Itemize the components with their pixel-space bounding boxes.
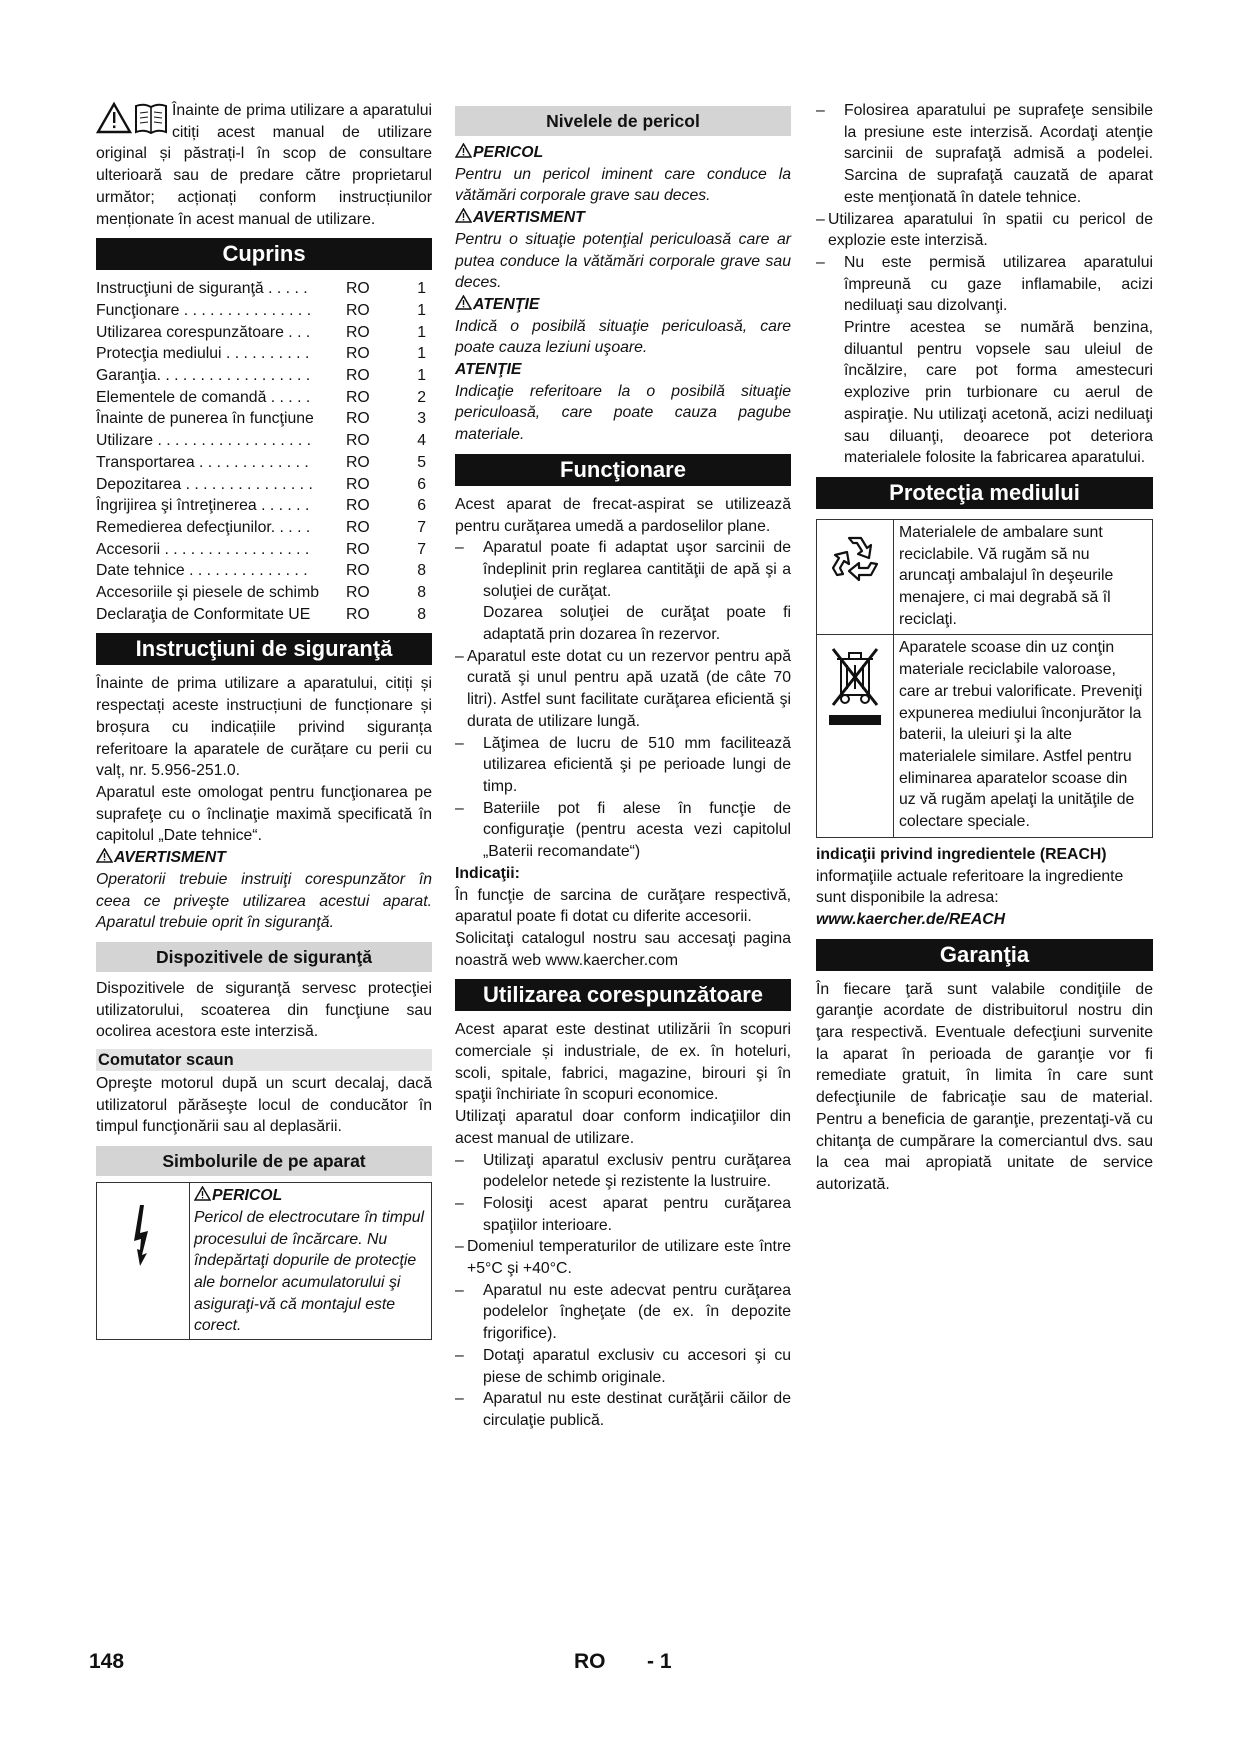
pericol-label-row [194, 1185, 427, 1207]
list-item: – Aparatul nu este destinat curăţării căilor de circulaţie publică. [455, 1388, 791, 1431]
toc-title: Transportarea . . . . . . . . . . . . . [96, 453, 309, 471]
recycle-text-cell [894, 520, 1152, 635]
function-intro: Acest aparat de frecat-aspirat se utilizează pentru curăţarea umedă a pardoselilor plane. [455, 495, 791, 535]
symbols-heading: Simbolurile de pe aparat [96, 1146, 432, 1176]
toc-row[interactable] [96, 604, 432, 626]
toc-row[interactable] [96, 452, 432, 474]
toc-title: Utilizarea corespunzătoare . . . [96, 323, 311, 341]
toc-page: 6 [417, 475, 426, 493]
list-item: – Nu este permisă utilizarea aparatului împreună cu gaze inflamabile, acizi nediluaţi sau dizolvanţi. Printre acestea se numără benzina, diluantul pentru vopsele sau uleiul de încălzire, care pot forma amestecuri explozive prin turbionare cu aerul de aspiraţie. Nu utilizaţi acetonă, acizi nediluaţi sau diluanţi, deoarece pot deteriora materialele folosite la fabricarea aparatului. [816, 252, 1153, 469]
column-1 [96, 100, 432, 1340]
toc-page: 1 [417, 367, 426, 385]
avertisment-label-row [455, 207, 791, 229]
usage-paragraph-2: Utilizaţi aparatul doar conform indicaţiilor din acest manual de utilizare. [455, 1108, 791, 1147]
lightning-bolt-icon [130, 1203, 156, 1267]
toc-row[interactable] [96, 539, 432, 561]
atentie2-label: ATENŢIE [455, 361, 522, 379]
toc-row[interactable] [96, 517, 432, 539]
list-item: – Bateriile pot fi alese în funcţie de configuraţie (pentru acesta vezi capitolul „Baterii recomandate“) [455, 798, 791, 863]
toc-page: 2 [417, 388, 426, 406]
list-item: – Folosiţi acest aparat pentru curăţarea spaţiilor interioare. [455, 1193, 791, 1236]
warning-triangle-icon [455, 295, 472, 310]
pericol-text: Pentru un pericol iminent care conduce la vătămări corporale grave sau deces. [455, 165, 791, 205]
atentie-text: Indică o posibilă situaţie periculoasă, care poate cauza leziuni uşoare. [455, 317, 791, 357]
environment-table [816, 519, 1153, 838]
toc-lang: RO [346, 540, 370, 558]
notes-paragraph-2: Solicitaţi catalogul nostru sau accesaţi pagina noastră web www.kaercher.com [455, 929, 791, 969]
list-item: – Folosirea aparatului pe suprafeţe sensibile la presiune este interzisă. Acordaţi atenţie sarcinii de suprafaţă admisă a podelei. Sarcina de suprafaţă cauzată de aparat este menţionată în datele tehnice. [816, 100, 1153, 209]
toc-row[interactable] [96, 474, 432, 496]
table-of-contents [96, 278, 432, 625]
avertisment-text: Pentru o situaţie potenţial periculoasă care ar putea conduce la vătămări corporale grave sau deces. [455, 230, 791, 292]
toc-page: 5 [417, 453, 426, 471]
toc-row[interactable] [96, 560, 432, 582]
warranty-heading: Garanţia [816, 939, 1153, 971]
usage-list [455, 1150, 791, 1432]
hazard-heading: Nivelele de pericol [455, 106, 791, 136]
notes-label: Indicaţii: [455, 864, 520, 882]
recycle-icon [825, 528, 885, 588]
toc-title: Protecţia mediului . . . . . . . . . . [96, 345, 310, 363]
function-item1-extra: Dozarea soluţiei de curăţat poate fi adaptată prin dozarea în rezervor. [483, 604, 791, 644]
column-2 [455, 100, 791, 1432]
toc-row[interactable] [96, 278, 432, 300]
toc-title: Declaraţia de Conformitate UE [96, 605, 311, 623]
toc-row[interactable] [96, 343, 432, 365]
list-item: – Aparatul poate fi adaptat uşor sarcinii de îndeplinit prin reglarea cantităţii de apă şi a soluţiei de curăţat. Dozarea soluţiei de curăţat poate fi adaptată prin dozarea în rezervor. [455, 537, 791, 646]
list-item: – Dotaţi aparatul exclusiv cu accesori şi cu piese de schimb originale. [455, 1345, 791, 1388]
seat-switch-heading: Comutator scaun [96, 1049, 432, 1071]
toc-title: Elementele de comandă . . . . . [96, 388, 311, 406]
toc-row[interactable] [96, 582, 432, 604]
toc-lang: RO [346, 584, 370, 602]
toc-title: Accesoriile şi piesele de schimb [96, 584, 320, 602]
reach-link[interactable]: www.kaercher.de/REACH [816, 910, 1006, 928]
toc-title: Instrucţiuni de siguranţă . . . . . [96, 280, 308, 298]
warning-triangle-icon [96, 848, 113, 863]
toc-title: Date tehnice . . . . . . . . . . . . . . [96, 562, 308, 580]
toc-lang: RO [346, 410, 370, 428]
notes-paragraph-1: În funcţie de sarcina de curăţare respectivă, aparatul poate fi dotat cu diferite accesorii. [455, 886, 791, 926]
avertisment-label: AVERTISMENT [473, 209, 585, 227]
toc-row[interactable] [96, 387, 432, 409]
symbol-icon-cell [97, 1183, 190, 1339]
list-item: – Lăţimea de lucru de 510 mm facilitează utilizarea eficientă şi pe perioade lungi de timp. [455, 733, 791, 798]
toc-title: Accesorii . . . . . . . . . . . . . . . . . [96, 540, 310, 558]
function-heading: Funcţionare [455, 454, 791, 486]
footer-section: - 1 [647, 1650, 672, 1673]
toc-page: 1 [417, 301, 426, 319]
warning-triangle-icon [455, 208, 472, 223]
toc-lang: RO [346, 518, 370, 536]
toc-title: Înainte de punerea în funcţiune [96, 410, 314, 428]
reach-text: informaţiile actuale referitoare la ingrediente sunt disponibile la adresa: [816, 867, 1124, 907]
devices-heading: Dispozitivele de siguranţă [96, 942, 432, 972]
usage-heading: Utilizarea corespunzătoare [455, 979, 791, 1011]
environment-heading: Protecţia mediului [816, 477, 1153, 509]
safety-paragraph-1: Înainte de prima utilizare a aparatului, citiți și respectați aceste instrucțiuni de funcționare și broșura cu indicațiile privind siguranța referitoare la aparatele de curățare cu perii cu valț, nr. 5.956-251.0. [96, 675, 432, 780]
toc-title: Îngrijirea şi întreţinerea . . . . . . [96, 497, 310, 515]
toc-row[interactable] [96, 365, 432, 387]
atentie2-text: Indicaţie referitoare la o posibilă situaţie periculoasă, care poate cauza pagube materiale. [455, 382, 791, 444]
list-item: – Utilizaţi aparatul exclusiv pentru curăţarea podelelor netede şi rezistente la lustruire. [455, 1150, 791, 1193]
toc-page: 1 [417, 345, 426, 363]
toc-lang: RO [346, 432, 370, 450]
symbol-text-cell [190, 1183, 431, 1339]
toc-title: Depozitarea . . . . . . . . . . . . . . . [96, 475, 313, 493]
weee-text-cell [894, 635, 1152, 836]
warning-triangle-icon [455, 143, 472, 158]
toc-page: 8 [417, 605, 426, 623]
symbol-label: PERICOL [212, 1187, 283, 1205]
toc-page: 4 [417, 432, 426, 450]
toc-title: Remedierea defecţiunilor. . . . . [96, 518, 311, 536]
toc-lang: RO [346, 475, 370, 493]
recycle-row [817, 520, 1152, 635]
warning-triangle-icon [194, 1186, 211, 1201]
restrictions-list [816, 100, 1153, 469]
page-number: 148 [89, 1650, 125, 1673]
toc-lang: RO [346, 605, 370, 623]
toc-lang: RO [346, 497, 370, 515]
toc-row[interactable] [96, 408, 432, 430]
toc-title: Utilizare . . . . . . . . . . . . . . . . . . [96, 432, 312, 450]
safety-heading: Instrucţiuni de siguranţă [96, 633, 432, 665]
recycle-text: Materialele de ambalare sunt reciclabile. Vă rugăm să nu aruncaţi ambalajul în deşeurile menajere, ci mai degrabă să îl reciclaţi. [899, 523, 1114, 628]
recycle-icon-cell [817, 520, 894, 635]
intro-text: Înainte de prima utilizare a aparatului citiți acest manual de utilizare original și păstrați-l în scop de consultare ulterioară sau de predare către proprietarul următor; acționați conform instrucțiunilor menționate în acest manual de utilizare. [96, 102, 432, 228]
toc-title: Garanţia. . . . . . . . . . . . . . . . . . [96, 367, 311, 385]
intro-block [96, 100, 432, 230]
toc-lang: RO [346, 301, 370, 319]
toc-page: 7 [417, 540, 426, 558]
toc-page: 6 [417, 497, 426, 515]
pericol-label: PERICOL [473, 144, 544, 161]
toc-lang: RO [346, 562, 370, 580]
symbol-table [96, 1182, 432, 1340]
warranty-text: În fiecare ţară sunt valabile condiţiile de garanţie acordate de distribuitorul nostru din ţara respectivă. Eventuale defecţiuni survenite la aparat în perioada de garanţie vor fi remediate gratuit, în limita în care sunt defecţiunile de fabricaţie sau de material. Pentru a beneficia de garanţie, prezentaţi-vă cu chitanţa de cumpărare la comerciantul dvs. sau la cea mai apropiată unitate de service autorizată. [816, 980, 1153, 1193]
toc-row[interactable] [96, 322, 432, 344]
toc-page: 3 [417, 410, 426, 428]
weee-text: Aparatele scoase din uz conţin materiale reciclabile valoroase, care ar trebui valorificate. Preveniţi expunerea mediului înconjurător la baterii, la uleiuri şi la alte materialele similare. Astfel pentru eliminarea aparatelor scoase din uz vă rugăm apelaţi la unităţile de colectare speciale. [899, 639, 1143, 831]
toc-row[interactable] [96, 495, 432, 517]
toc-lang: RO [346, 323, 370, 341]
weee-icon-cell [817, 635, 894, 836]
function-list [455, 537, 791, 863]
list-item: – Aparatul nu este adecvat pentru curăţarea podelelor îngheţate (de ex. în depozite frigorifice). [455, 1280, 791, 1345]
toc-page: 8 [417, 562, 426, 580]
toc-page: 1 [417, 280, 426, 298]
warning-label-row [96, 847, 432, 869]
devices-text: Dispozitivele de siguranţă servesc protecţiei utilizatorului, scoaterea din funcţiune sau ocolirea acestora este interzisă. [96, 979, 432, 1041]
reach-label: indicaţii privind ingredientele (REACH) [816, 845, 1107, 863]
column-3 [816, 100, 1153, 1196]
toc-lang: RO [346, 453, 370, 471]
toc-page: 7 [417, 518, 426, 536]
crossed-bin-icon [825, 643, 885, 735]
safety-paragraph-2: Aparatul este omologat pentru funcţionarea pe suprafeţe cu o înclinaţie maximă specificată în capitolul „Date tehnice“. [96, 783, 432, 845]
symbol-text: Pericol de electrocutare în timpul procesului de încărcare. Nu îndepărtaţi dopurile de protecţie ale bornelor acumulatorului şi asiguraţi-vă că montajul este corect. [194, 1208, 425, 1335]
usage-paragraph-1: Acest aparat este destinat utilizării în scopuri comerciale și industriale, de ex. în hoteluri, scoli, spitale, fabrici, magazine, birouri şi în spaţii închiriate în scopuri economice. [455, 1021, 791, 1104]
item3-extra: Printre acestea se numără benzina, diluantul pentru vopsele sau uleiul de încălzire, care pot forma amestecuri explozive prin turbionare cu aerul de aspiraţie. Nu utilizaţi acetonă, acizi nediluaţi sau diluanţi, deoarece pot deteriora materialele folosite la fabricarea aparatului. [844, 319, 1153, 467]
atentie-label: ATENŢIE [473, 295, 540, 313]
weee-row [817, 634, 1152, 836]
footer-language: RO [574, 1650, 606, 1673]
atentie-label-row [455, 294, 791, 316]
toc-title: Funcţionare . . . . . . . . . . . . . . . [96, 301, 312, 319]
toc-lang: RO [346, 280, 370, 298]
toc-lang: RO [346, 388, 370, 406]
toc-heading: Cuprins [96, 238, 432, 270]
toc-lang: RO [346, 345, 370, 363]
warning-text: Operatorii trebuie instruiţi corespunzător în ceea ce priveşte utilizarea acestui aparat. Aparatul trebuie oprit în siguranţă. [96, 870, 432, 932]
toc-page: 8 [417, 584, 426, 602]
list-item: – Utilizarea aparatului în spatii cu pericol de explozie este interzisă. [816, 209, 1153, 252]
list-item: – Domeniul temperaturilor de utilizare este între +5°C şi +40°C. [455, 1236, 791, 1279]
list-item: – Aparatul este dotat cu un rezervor pentru apă curată şi unul pentru apă uzată (de câte 70 litri). Astfel sunt facilitate curăţarea eficientă şi durata de utilizare lungă. [455, 646, 791, 733]
pericol-label-row [455, 142, 791, 164]
toc-page: 1 [417, 323, 426, 341]
seat-switch-text: Opreşte motorul după un scurt decalaj, dacă utilizatorul părăseşte locul de conducător în timpul funcţionării sau al deplasării. [96, 1075, 432, 1136]
warning-label: AVERTISMENT [114, 849, 226, 867]
warning-manual-icon [96, 100, 168, 138]
toc-row[interactable] [96, 430, 432, 452]
toc-row[interactable] [96, 300, 432, 322]
toc-lang: RO [346, 367, 370, 385]
